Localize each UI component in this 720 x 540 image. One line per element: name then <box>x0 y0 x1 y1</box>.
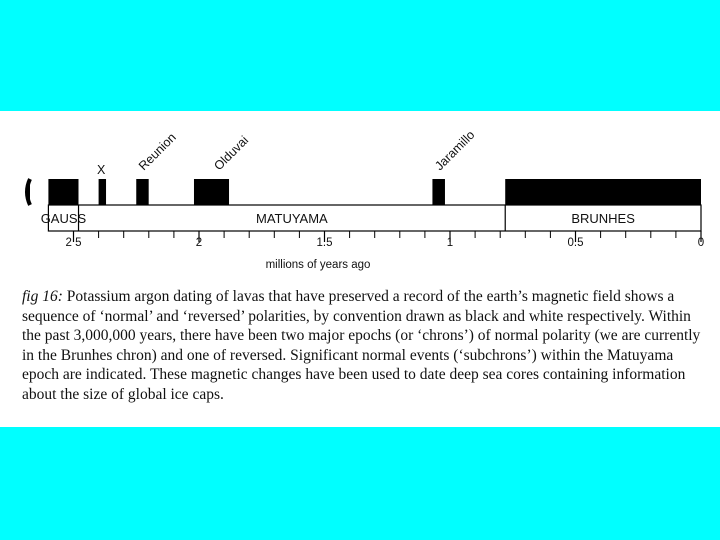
polarity-band-normal <box>136 179 149 205</box>
figure-number: fig 16: <box>22 288 63 305</box>
tick-label: 0.5 <box>567 237 584 249</box>
polarity-band-reversed <box>106 179 136 205</box>
subchron-label: Jaramillo <box>432 127 478 174</box>
tick-label: 1.5 <box>316 237 333 249</box>
chron-row <box>41 205 701 231</box>
chron-label: MATUYAMA <box>255 211 328 226</box>
polarity-band-normal <box>194 179 229 205</box>
figure-panel <box>0 111 720 427</box>
polarity-band-normal <box>505 179 701 205</box>
tick-label: 2 <box>195 237 203 249</box>
polarity-band-normal <box>99 179 107 205</box>
polarity-band-normal <box>432 179 445 205</box>
tick-label: 0 <box>697 237 705 249</box>
polarity-band-reversed <box>229 179 432 205</box>
time-axis <box>66 231 705 249</box>
polarity-band-reversed <box>445 179 505 205</box>
figure-caption <box>22 287 712 405</box>
polarity-timeline <box>0 111 720 281</box>
chron-label: BRUNHES <box>571 211 635 226</box>
subchron-label: Reunion <box>136 130 179 174</box>
polarity-band-normal <box>48 179 78 205</box>
caption-text: Potassium argon dating of lavas that have preserved a record of the earth’s magnetic field shows a sequence of ‘normal’ and ‘reversed’ polarities, by convention drawn as black and white respectively. Within the past 3,000,000 years, there have been two major epochs (or ‘chrons’) of normal polarity (we are currently in the Brunhes chron) and one of reversed. Significant normal events (‘subchrons’) within the Matuyama epoch are indicated. These magnetic changes have been used to date deep sea cores containing information about the size of global ice caps. <box>22 288 701 403</box>
tick-label: 1 <box>446 237 454 249</box>
axis-label: millions of years ago <box>265 259 371 271</box>
subchron-label: X <box>96 163 106 177</box>
chron-label: GAUSS <box>40 211 87 226</box>
subchron-label: Olduvai <box>211 133 252 174</box>
subchron-labels <box>97 128 478 177</box>
polarity-band-reversed <box>149 179 194 205</box>
bar-end-cap <box>27 179 30 205</box>
polarity-band-reversed <box>79 179 99 205</box>
tick-label: 2 5 <box>65 237 82 249</box>
polarity-bar <box>27 179 701 205</box>
